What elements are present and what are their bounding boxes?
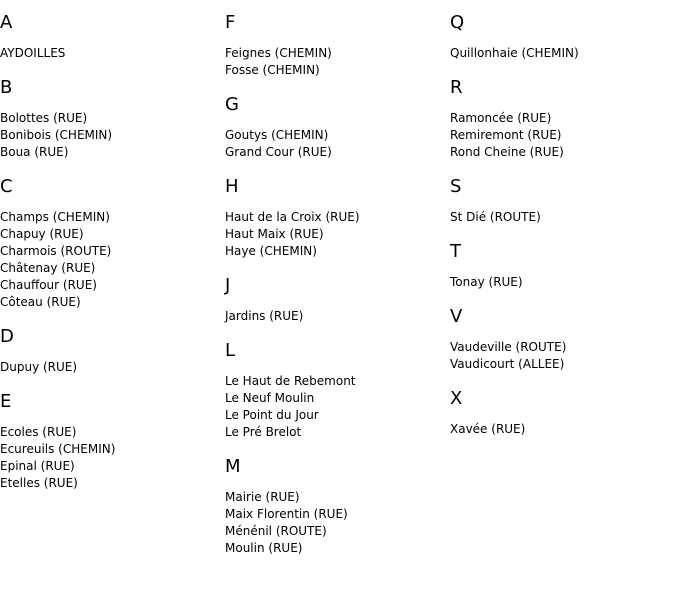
street-item: Rond Cheine (RUE) (450, 145, 564, 159)
street-list (0, 45, 225, 62)
street-item: Charmois (ROUTE) (0, 244, 112, 258)
letter-section-t (450, 242, 675, 291)
letter-section-j (225, 276, 450, 325)
letter-section-g (225, 95, 450, 161)
letter-section-l (225, 341, 450, 441)
street-list (0, 209, 225, 311)
letter-section-m (225, 457, 450, 557)
street-item: Champs (CHEMIN) (0, 210, 110, 224)
section-letter: A (0, 12, 13, 33)
street-item: Feignes (CHEMIN) (225, 46, 332, 60)
section-letter: D (0, 326, 14, 347)
street-item: Le Neuf Moulin (225, 391, 315, 405)
section-letter: V (450, 306, 463, 327)
section-letter: C (0, 176, 13, 197)
section-letter: M (225, 456, 241, 477)
letter-section-q (450, 13, 675, 62)
letter-section-d (0, 327, 225, 376)
street-list (0, 424, 225, 492)
street-item: Chapuy (RUE) (0, 227, 84, 241)
street-item: Epinal (RUE) (0, 459, 75, 473)
letter-section-h (225, 177, 450, 260)
street-list (225, 127, 450, 161)
street-list (0, 359, 225, 376)
street-item: Bolottes (RUE) (0, 111, 88, 125)
street-item: Remiremont (RUE) (450, 128, 562, 142)
section-letter: L (225, 340, 236, 361)
street-list (450, 274, 675, 291)
street-item: Haye (CHEMIN) (225, 244, 317, 258)
street-item: Vaudicourt (ALLEE) (450, 357, 565, 371)
street-list (225, 308, 450, 325)
section-letter: F (225, 12, 236, 33)
street-item: Grand Cour (RUE) (225, 145, 332, 159)
street-item: Xavée (RUE) (450, 422, 526, 436)
street-item: Jardins (RUE) (225, 309, 304, 323)
section-letter: H (225, 176, 239, 197)
section-letter: X (450, 388, 463, 409)
section-letter: G (225, 94, 239, 115)
street-item: Ramoncée (RUE) (450, 111, 552, 125)
street-item: Vaudeville (ROUTE) (450, 340, 567, 354)
street-list (450, 45, 675, 62)
letter-section-r (450, 78, 675, 161)
street-list (450, 209, 675, 226)
letter-section-a (0, 13, 225, 62)
street-item: Fosse (CHEMIN) (225, 63, 320, 77)
section-letter: S (450, 176, 462, 197)
street-item: Côteau (RUE) (0, 295, 81, 309)
street-item: Etelles (RUE) (0, 476, 78, 490)
street-item: Le Pré Brelot (225, 425, 302, 439)
street-list (450, 339, 675, 373)
street-list (450, 110, 675, 161)
street-list (450, 421, 675, 438)
street-list (225, 373, 450, 441)
street-item: Ménénil (ROUTE) (225, 524, 327, 538)
street-item: Maix Florentin (RUE) (225, 507, 348, 521)
letter-section-x (450, 389, 675, 438)
letter-section-v (450, 307, 675, 373)
letter-section-f (225, 13, 450, 79)
section-letter: T (450, 241, 461, 262)
street-index-column-3 (450, 0, 675, 438)
street-item: Haut de la Croix (RUE) (225, 210, 360, 224)
section-letter: E (0, 391, 12, 412)
street-item: Ecoles (RUE) (0, 425, 77, 439)
section-letter: B (0, 77, 13, 98)
street-list (225, 45, 450, 79)
street-item: Ecureuils (CHEMIN) (0, 442, 116, 456)
street-item: Dupuy (RUE) (0, 360, 78, 374)
street-list (225, 209, 450, 260)
letter-section-e (0, 392, 225, 492)
street-item: Moulin (RUE) (225, 541, 303, 555)
letter-section-s (450, 177, 675, 226)
street-item: St Dié (ROUTE) (450, 210, 541, 224)
section-letter: R (450, 77, 463, 98)
section-letter: J (225, 275, 231, 296)
street-item: Le Point du Jour (225, 408, 319, 422)
section-letter: Q (450, 12, 465, 33)
letter-section-c (0, 177, 225, 311)
street-item: Haut Maix (RUE) (225, 227, 324, 241)
street-item: Goutys (CHEMIN) (225, 128, 329, 142)
street-item: AYDOILLES (0, 46, 66, 60)
street-item: Châtenay (RUE) (0, 261, 96, 275)
street-item: Boua (RUE) (0, 145, 69, 159)
street-item: Mairie (RUE) (225, 490, 300, 504)
street-index-column-1 (0, 0, 225, 492)
street-index-column-2 (225, 0, 450, 557)
street-item: Chauffour (RUE) (0, 278, 97, 292)
street-item: Le Haut de Rebemont (225, 374, 356, 388)
street-item: Bonibois (CHEMIN) (0, 128, 113, 142)
street-item: Tonay (RUE) (450, 275, 523, 289)
letter-section-b (0, 78, 225, 161)
street-list (0, 110, 225, 161)
street-item: Quillonhaie (CHEMIN) (450, 46, 579, 60)
street-list (225, 489, 450, 557)
